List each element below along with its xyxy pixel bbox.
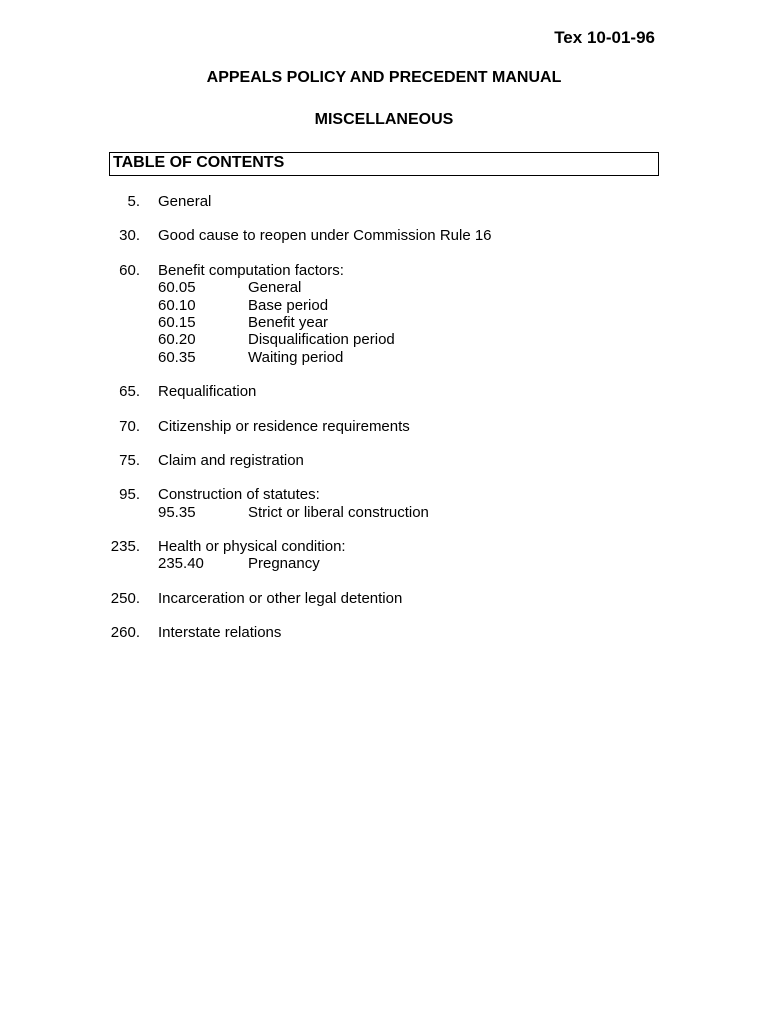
toc-subentry [0, 297, 768, 314]
toc-subentry-title: Pregnancy [248, 555, 320, 573]
toc-entry-title: Interstate relations [158, 624, 282, 642]
toc-subentry-number: 60.05 [158, 279, 196, 297]
toc-entry [0, 590, 768, 607]
toc-entry-title: Good cause to reopen under Commission Rule 16 [158, 227, 492, 245]
toc-entry-row [0, 624, 768, 641]
toc-subentry-title: Benefit year [248, 313, 329, 331]
toc-entry-row [0, 452, 768, 469]
toc-subentry [0, 279, 768, 296]
toc-subentry-number: 95.35 [158, 503, 196, 521]
toc-entry-number: 60. [119, 261, 140, 279]
toc-entry-row [0, 418, 768, 435]
toc-subentry-number: 60.15 [158, 313, 196, 331]
toc-entry-row [0, 227, 768, 244]
toc-entry [0, 227, 768, 244]
toc-entry-title: Construction of statutes: [158, 486, 320, 504]
toc-entry-row [0, 590, 768, 607]
toc-subentry [0, 504, 768, 521]
toc-entry-title: Incarceration or other legal detention [158, 589, 403, 607]
toc-entry-title: Citizenship or residence requirements [158, 417, 410, 435]
toc-entry-title: Requalification [158, 383, 257, 401]
toc-entry-number: 70. [119, 417, 140, 435]
toc-entry-title: Benefit computation factors: [158, 261, 344, 279]
toc-entries [0, 193, 768, 659]
toc-entry [0, 486, 768, 521]
toc-entry-title: Health or physical condition: [158, 538, 346, 556]
toc-heading: TABLE OF CONTENTS [113, 154, 285, 171]
toc-subentry-title: Base period [248, 296, 329, 314]
toc-entry [0, 383, 768, 400]
toc-entry [0, 262, 768, 366]
toc-entry-number: 260. [110, 624, 140, 642]
toc-entry-number: 5. [127, 193, 140, 210]
toc-entry-title: General [158, 193, 212, 210]
section-title: MISCELLANEOUS [314, 111, 454, 128]
toc-subentry [0, 331, 768, 348]
toc-entry-number: 235. [110, 538, 140, 556]
toc-subentry-number: 60.20 [158, 331, 196, 349]
toc-entry-number: 30. [119, 227, 140, 245]
toc-entry-number: 250. [110, 589, 140, 607]
toc-entry [0, 418, 768, 435]
toc-subentry [0, 349, 768, 366]
toc-subentry-title: Disqualification period [248, 331, 395, 349]
toc-entry-row [0, 486, 768, 503]
document-id: Tex 10-01-96 [554, 28, 655, 47]
toc-subentry-number: 60.35 [158, 348, 196, 366]
toc-entry-row [0, 262, 768, 279]
toc-entry [0, 193, 768, 210]
toc-subentry [0, 314, 768, 331]
toc-entry-number: 65. [119, 383, 140, 401]
toc-subentry-number: 60.10 [158, 296, 196, 314]
toc-subentry-title: General [248, 279, 302, 297]
toc-subentry [0, 555, 768, 572]
toc-entry-number: 75. [119, 451, 140, 469]
manual-title: APPEALS POLICY AND PRECEDENT MANUAL [206, 69, 562, 86]
toc-subentry-number: 235.40 [158, 555, 204, 573]
toc-heading-box [109, 152, 659, 176]
toc-entry-row [0, 383, 768, 400]
toc-entry [0, 538, 768, 573]
toc-entry [0, 452, 768, 469]
toc-entry [0, 624, 768, 641]
toc-subentry-title: Waiting period [248, 348, 344, 366]
toc-entry-title: Claim and registration [158, 451, 304, 469]
toc-subentry-title: Strict or liberal construction [248, 503, 429, 521]
toc-entry-row [0, 538, 768, 555]
toc-entry-row [0, 193, 768, 210]
toc-entry-number: 95. [119, 486, 140, 504]
